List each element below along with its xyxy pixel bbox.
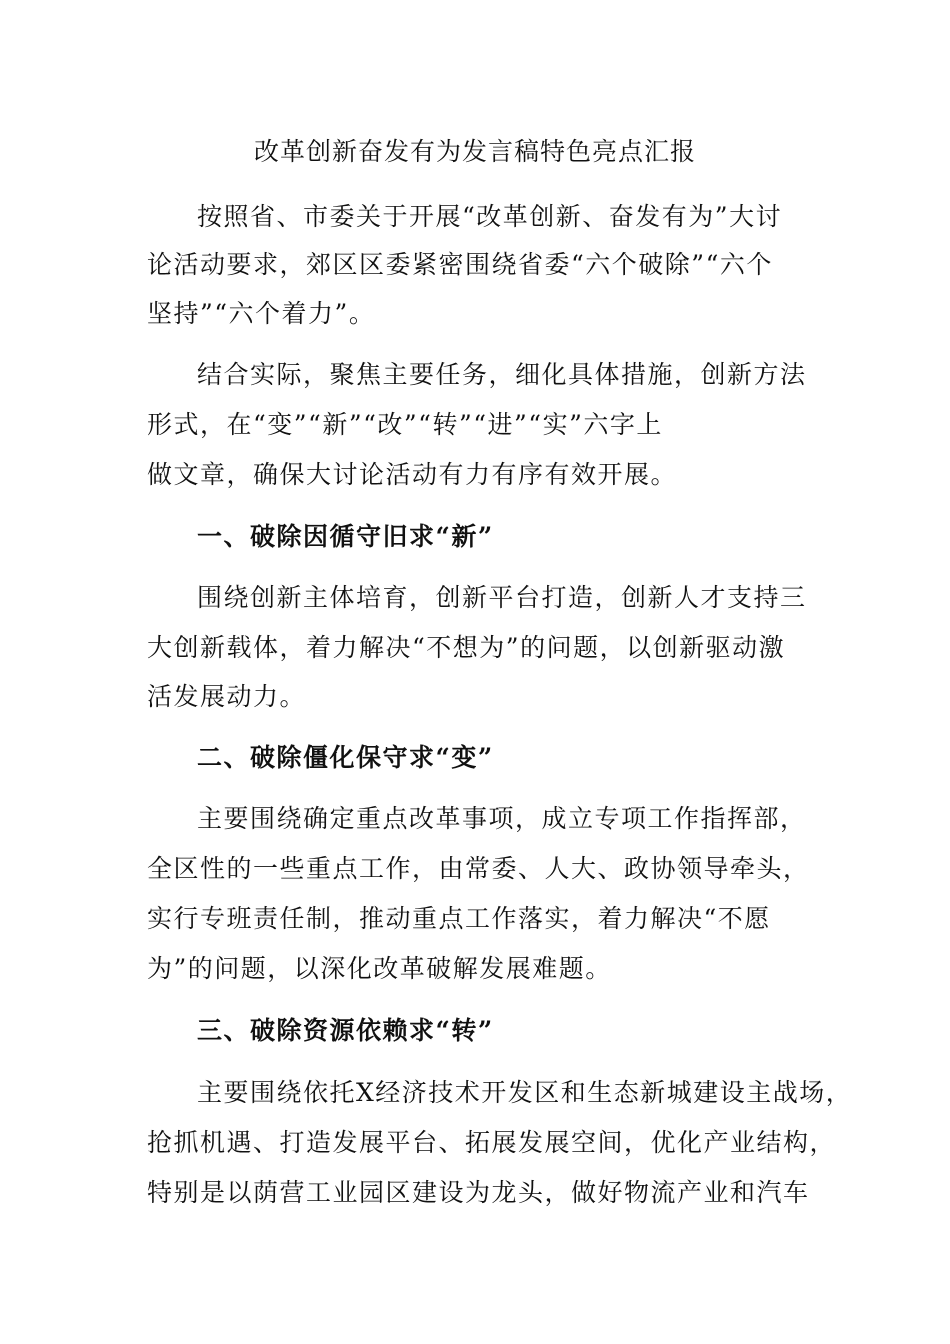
paragraph-5-line-3: 特别是以荫营工业园区建设为龙头，做好物流产业和汽车 bbox=[147, 1178, 810, 1207]
paragraph-2-line-1: 结合实际，聚焦主要任务，细化具体措施，创新方法 bbox=[197, 360, 807, 389]
paragraph-3-line-2: 大创新载体，着力解决“不想为”的问题，以创新驱动激 bbox=[147, 633, 786, 662]
paragraph-5-line-2: 抢抓机遇、打造发展平台、拓展发展空间，优化产业结构， bbox=[147, 1128, 837, 1157]
paragraph-2-line-3: 做文章，确保大讨论活动有力有序有效开展。 bbox=[147, 460, 678, 489]
paragraph-1-line-2: 论活动要求，郊区区委紧密围绕省委“六个破除”“六个 bbox=[147, 250, 773, 279]
paragraph-5-line-1: 主要围绕依托X经济技术开发区和生态新城建设主战场， bbox=[197, 1078, 853, 1107]
paragraph-4-line-2: 全区性的一些重点工作，由常委、人大、政协领导牵头， bbox=[147, 854, 810, 883]
section-heading-2: 二、破除僵化保守求“变” bbox=[197, 743, 494, 772]
paragraph-3-line-3: 活发展动力。 bbox=[147, 682, 307, 711]
paragraph-4-line-4: 为”的问题，以深化改革破解发展难题。 bbox=[147, 954, 612, 983]
section-heading-1: 一、破除因循守旧求“新” bbox=[197, 522, 494, 551]
paragraph-2-line-2: 形式，在“变”“新”“改”“转”“进”“实”六字上 bbox=[147, 410, 663, 439]
paragraph-3-line-1: 围绕创新主体培育，创新平台打造，创新人才支持三 bbox=[197, 583, 807, 612]
paragraph-4-line-3: 实行专班责任制，推动重点工作落实，着力解决“不愿 bbox=[147, 904, 771, 933]
paragraph-4-line-1: 主要围绕确定重点改革事项，成立专项工作指挥部， bbox=[197, 804, 807, 833]
document-title: 改革创新奋发有为发言稿特色亮点汇报 bbox=[253, 137, 696, 166]
paragraph-1-line-1: 按照省、市委关于开展“改革创新、奋发有为”大讨 bbox=[197, 202, 783, 231]
section-heading-3: 三、破除资源依赖求“转” bbox=[197, 1016, 494, 1045]
paragraph-1-line-3: 坚持”“六个着力”。 bbox=[147, 299, 376, 328]
